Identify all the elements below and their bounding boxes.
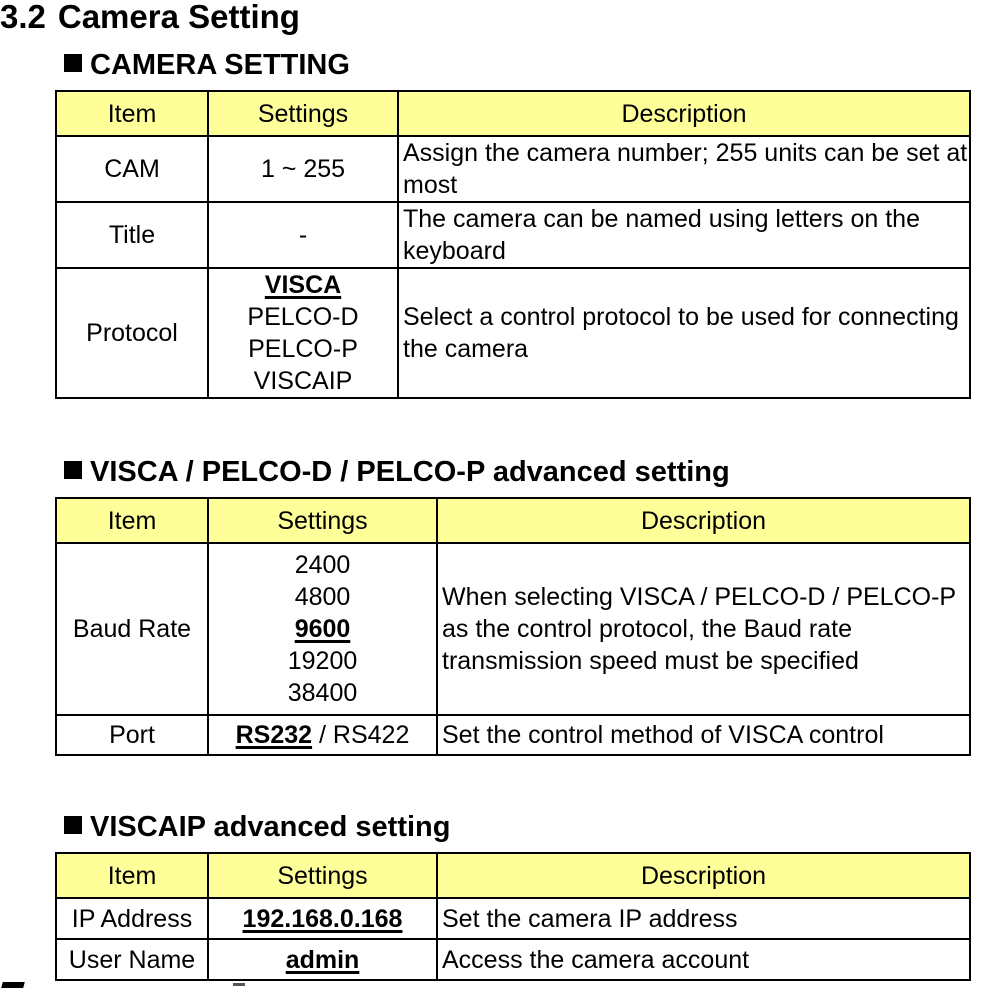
section-number: 3.2 [0, 0, 46, 35]
option: 19200 [287, 647, 358, 675]
settings-cell [208, 898, 437, 939]
description-cell: The camera can be named using letters on the keyboard [398, 202, 970, 268]
camera-setting-heading: CAMERA SETTING [64, 49, 350, 82]
description-cell: Set the camera IP address [437, 898, 970, 939]
visca-pelco-advanced-heading: VISCA / PELCO-D / PELCO-P advanced setting [64, 456, 730, 489]
column-header-settings: Settings [208, 498, 437, 543]
option: RS422 [332, 721, 410, 749]
table-row [56, 543, 970, 715]
default-option: 9600 [294, 615, 351, 643]
description-cell: Set the control method of VISCA control [437, 715, 970, 755]
item-cell: Baud Rate [56, 543, 208, 715]
column-header-description: Description [437, 853, 970, 898]
option: 38400 [287, 679, 358, 707]
option: 2400 [294, 551, 351, 579]
separator: / [312, 721, 333, 749]
column-header-description: Description [437, 498, 970, 543]
column-header-settings: Settings [208, 91, 398, 136]
camera-setting-table [55, 90, 971, 399]
cropped-glyph-fragment [233, 983, 245, 986]
item-cell: Title [56, 202, 208, 268]
column-header-description: Description [398, 91, 970, 136]
settings-cell [208, 939, 437, 980]
settings-cell [208, 268, 398, 398]
table-header-row [56, 498, 970, 543]
table-row [56, 939, 970, 980]
default-option: VISCA [264, 271, 342, 299]
section-title-text: Camera Setting [57, 0, 300, 35]
viscaip-advanced-heading: VISCAIP advanced setting [64, 811, 450, 844]
square-bullet-icon [64, 461, 82, 479]
default-value: 192.168.0.168 [242, 904, 403, 933]
section-title [0, 0, 300, 36]
column-header-item: Item [56, 91, 208, 136]
square-bullet-icon [64, 54, 82, 72]
table-row [56, 268, 970, 398]
table-row [56, 136, 970, 202]
item-cell: Port [56, 715, 208, 755]
item-cell: User Name [56, 939, 208, 980]
settings-cell [208, 543, 437, 715]
settings-cell: 1 ~ 255 [208, 136, 398, 202]
option: PELCO-D [247, 303, 359, 331]
table-row [56, 898, 970, 939]
option: VISCAIP [253, 367, 353, 395]
default-value: admin [285, 945, 360, 974]
table-row [56, 202, 970, 268]
cropped-glyph-fragment [1, 982, 25, 988]
description-cell: Access the camera account [437, 939, 970, 980]
viscaip-advanced-table [55, 852, 971, 981]
description-cell: When selecting VISCA / PELCO-D / PELCO-P as the control protocol, the Baud rate transmission speed must be specified [437, 543, 970, 715]
option: PELCO-P [248, 335, 358, 363]
column-header-item: Item [56, 498, 208, 543]
settings-cell [208, 715, 437, 755]
table-header-row [56, 91, 970, 136]
default-option: RS232 [235, 721, 313, 749]
square-bullet-icon [64, 816, 82, 834]
column-header-item: Item [56, 853, 208, 898]
settings-cell: - [208, 202, 398, 268]
visca-pelco-advanced-table [55, 497, 971, 756]
item-cell: CAM [56, 136, 208, 202]
column-header-settings: Settings [208, 853, 437, 898]
description-cell: Assign the camera number; 255 units can be set at most [398, 136, 970, 202]
table-header-row [56, 853, 970, 898]
item-cell: Protocol [56, 268, 208, 398]
table-row [56, 715, 970, 755]
description-cell: Select a control protocol to be used for connecting the camera [398, 268, 970, 398]
option: 4800 [294, 583, 351, 611]
item-cell: IP Address [56, 898, 208, 939]
